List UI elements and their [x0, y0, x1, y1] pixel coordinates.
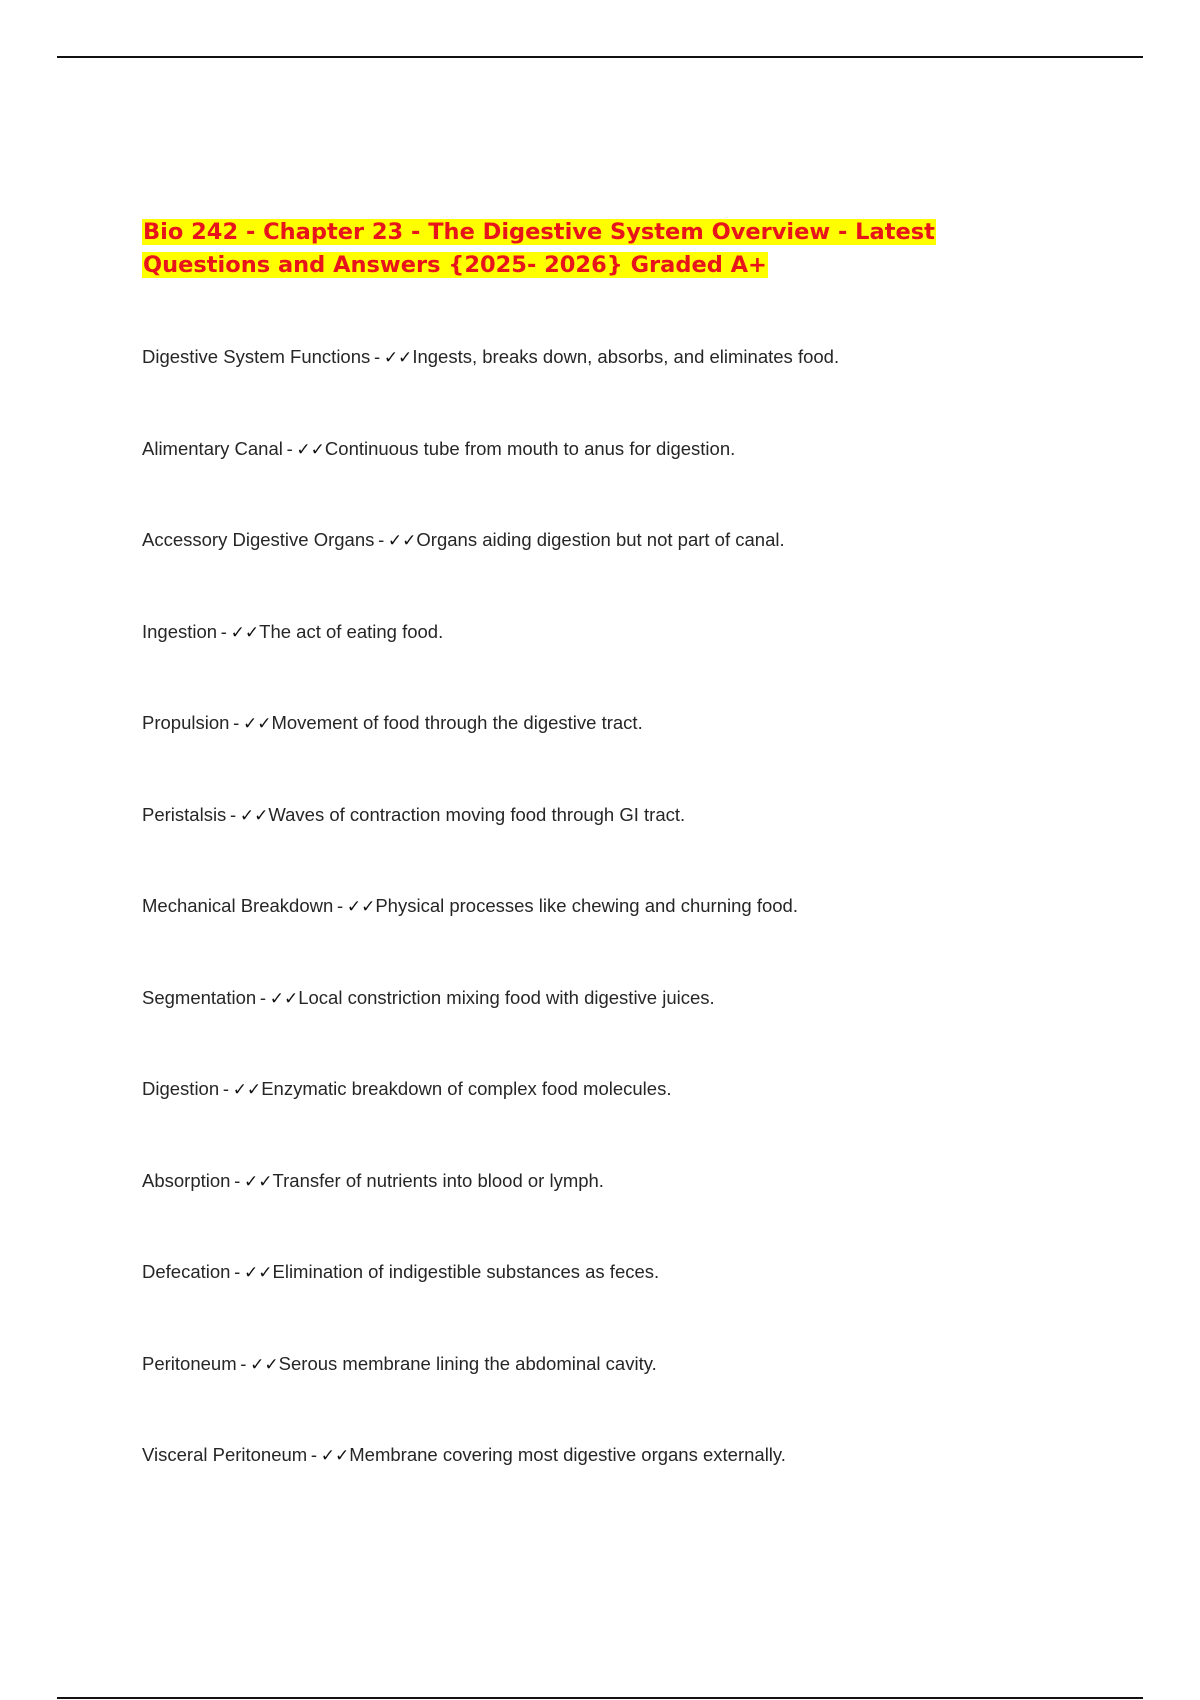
qa-definition: Elimination of indigestible substances as feces.	[272, 1261, 660, 1282]
qa-separator: -	[378, 529, 385, 550]
qa-separator: -	[230, 803, 237, 825]
qa-term: Segmentation	[142, 986, 257, 1008]
qa-item	[142, 891, 839, 983]
footer-rule	[57, 1697, 1143, 1699]
double-check-icon: ✓✓	[242, 714, 272, 734]
qa-item	[142, 525, 839, 617]
qa-term: Defecation	[142, 1261, 231, 1282]
double-check-icon: ✓✓	[244, 1171, 273, 1192]
qa-definition: Transfer of nutrients into blood or lymph.	[272, 1169, 604, 1191]
qa-term: Peritoneum	[142, 1352, 237, 1374]
qa-item	[142, 1074, 839, 1166]
qa-term: Visceral Peritoneum	[142, 1444, 308, 1465]
qa-item	[142, 1166, 839, 1258]
qa-definition: Ingests, breaks down, absorbs, and eliminates food.	[412, 346, 840, 367]
qa-term: Alimentary Canal	[142, 437, 283, 459]
qa-definition: Organs aiding digestion but not part of canal.	[416, 529, 785, 550]
qa-separator: -	[259, 986, 267, 1008]
qa-item	[142, 708, 839, 800]
qa-definition: Waves of contraction moving food through GI tract.	[268, 803, 686, 825]
qa-term: Digestion	[142, 1078, 220, 1099]
header-rule	[57, 56, 1143, 58]
qa-term: Propulsion	[142, 712, 230, 733]
qa-term: Accessory Digestive Organs	[142, 529, 375, 550]
qa-term: Peristalsis	[142, 803, 227, 825]
qa-term: Digestive System Functions	[142, 346, 371, 367]
double-check-icon: ✓✓	[232, 1080, 262, 1100]
qa-separator: -	[240, 1352, 247, 1374]
double-check-icon: ✓✓	[230, 622, 260, 643]
qa-definition: Serous membrane lining the abdominal cavity.	[278, 1352, 657, 1374]
qa-definition: Continuous tube from mouth to anus for digestion.	[324, 437, 736, 459]
qa-separator: -	[233, 712, 240, 733]
qa-item	[142, 1257, 839, 1349]
qa-separator: -	[310, 1444, 318, 1465]
double-check-icon: ✓✓	[269, 988, 299, 1009]
qa-definition: Local constriction mixing food with digestive juices.	[298, 986, 715, 1008]
qa-separator: -	[220, 620, 227, 642]
qa-separator: -	[373, 346, 381, 367]
qa-item	[142, 983, 839, 1075]
double-check-icon: ✓✓	[244, 1263, 273, 1283]
qa-item	[142, 1440, 839, 1532]
qa-item	[142, 342, 839, 434]
qa-item	[142, 434, 839, 526]
qa-item	[142, 800, 839, 892]
qa-term: Absorption	[142, 1169, 231, 1191]
double-check-icon: ✓✓	[387, 531, 417, 551]
document-title	[142, 216, 962, 282]
double-check-icon: ✓✓	[346, 897, 376, 917]
qa-definition: Enzymatic breakdown of complex food molecules.	[261, 1078, 672, 1099]
double-check-icon: ✓✓	[250, 1354, 279, 1375]
qa-definition: Physical processes like chewing and churning food.	[375, 895, 798, 916]
qa-separator: -	[222, 1078, 229, 1099]
double-check-icon: ✓✓	[320, 1446, 350, 1466]
title-highlight: Bio 242 - Chapter 23 - The Digestive System Overview - Latest Questions and Answers {2025- 2026} Graded A+	[143, 219, 935, 278]
qa-separator: -	[234, 1169, 241, 1191]
qa-item	[142, 1349, 839, 1441]
double-check-icon: ✓✓	[296, 439, 325, 460]
double-check-icon: ✓✓	[383, 348, 413, 368]
qa-separator: -	[234, 1261, 241, 1282]
qa-definition: Movement of food through the digestive tract.	[271, 712, 643, 733]
qa-term: Mechanical Breakdown	[142, 895, 334, 916]
qa-definition: Membrane covering most digestive organs externally.	[349, 1444, 786, 1465]
qa-list	[142, 342, 839, 1532]
qa-term: Ingestion	[142, 620, 218, 642]
qa-separator: -	[336, 895, 344, 916]
double-check-icon: ✓✓	[239, 805, 269, 826]
qa-separator: -	[286, 437, 293, 459]
qa-definition: The act of eating food.	[259, 620, 444, 642]
qa-item	[142, 617, 839, 709]
